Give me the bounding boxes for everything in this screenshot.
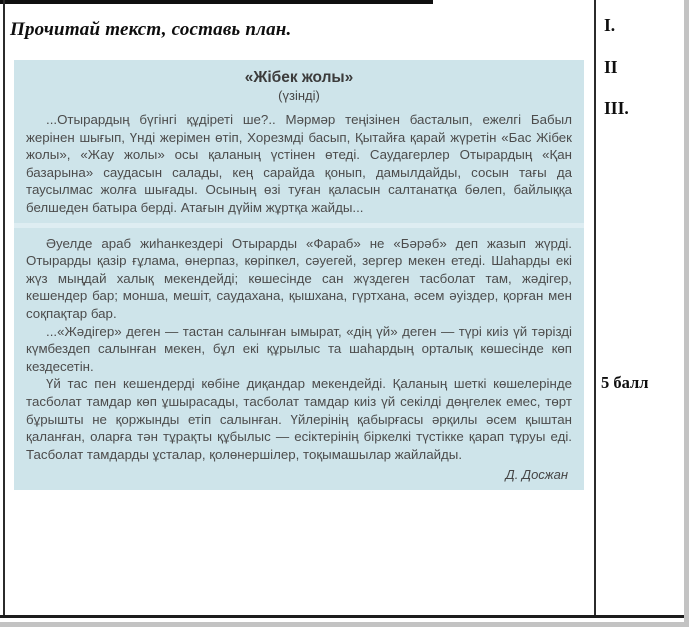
- top-partial-rule: [0, 0, 433, 4]
- reading-text-block: [14, 60, 584, 490]
- paragraph-separator: [14, 223, 584, 228]
- task-instruction: Прочитай текст, составь план.: [10, 19, 292, 40]
- score-label: 5 балл: [601, 373, 649, 392]
- table-bottom-border: [0, 615, 689, 618]
- paragraph-2: Әуелде араб жиһанкездері Отырарды «Фараб» не «Бәрәб» деп жазып жүрді. Отырарды қазір ғұлама, өнерпаз, көріпкел, сәуегей, зергер мекен етеді. Шаһарды екі жүз мыңдай халық мекендейді; көшесінде сан жүздеген тасболат там, жәдігер, кешендер бар; монша, мешіт, саудахана, қышхана, гүртхана, әсем әуіздер, қорған мен соқпақтар бар.: [26, 235, 572, 321]
- paragraph-4: Үй тас пен кешендерді көбіне диқандар мекендейді. Қаланың шеткі көшелерінде тасболат тамдар көп ұшырасады, тасболат тамдар киіз үй секілді дөңгелек емес, төрт бұрышты не қоржынды етіп салынған. Үйлерінің қабырғасы әрқилы әсем қыштан қаланған, оларға тән тұрақты құбылыс — есіктерінің біркелкі түстікке қарап тұруы еді. Тасболат тамдарды ұсталар, қолөнершілер, тоқымашылар жайлайды.: [26, 376, 572, 462]
- plan-numeral-3: III.: [604, 98, 629, 118]
- table-left-border: [3, 0, 5, 618]
- paragraph-1: ...Отырардың бүгінгі құдіреті ше?.. Мәрмәр теңізінен басталып, ежелгі Бабыл жерінен шығып, Үнді жерімен өтіп, Хорезмді басып, Қытайға қарай жүретін «Бас Жібек жолы», «Жау жолы» осы қаланың үстінен өтеді. Саудагерлер Отырардың «Қан базарына» саудасын салады, кең сарайда қонып, дамылдайды, сосын тағы да таусылмас жолға шығады. Осының өзі туған қаласын салтанатқа бөлеп, байлыққа белшеден батыра берді. Атағын дүйім жұртқа жайды...: [26, 112, 572, 215]
- page-right-edge: [684, 0, 689, 627]
- plan-numeral-2: II: [604, 57, 618, 77]
- page-bottom-edge: [0, 622, 689, 627]
- plan-numeral-1: I.: [604, 15, 616, 35]
- text-subtitle: (үзінді): [278, 88, 320, 103]
- paragraph-3: ...«Жәдігер» деген — тастан салынған ымырат, «дің үй» деген — түрі киіз үй тәрізді күмбездеп салынған мекен, бұл екі құрылыс та шаһардың орталық көшесінде көп кездесетін.: [26, 323, 572, 374]
- text-author: Д. Досжан: [505, 467, 568, 483]
- text-title: «Жібек жолы»: [244, 69, 354, 86]
- table-column-divider: [594, 0, 596, 618]
